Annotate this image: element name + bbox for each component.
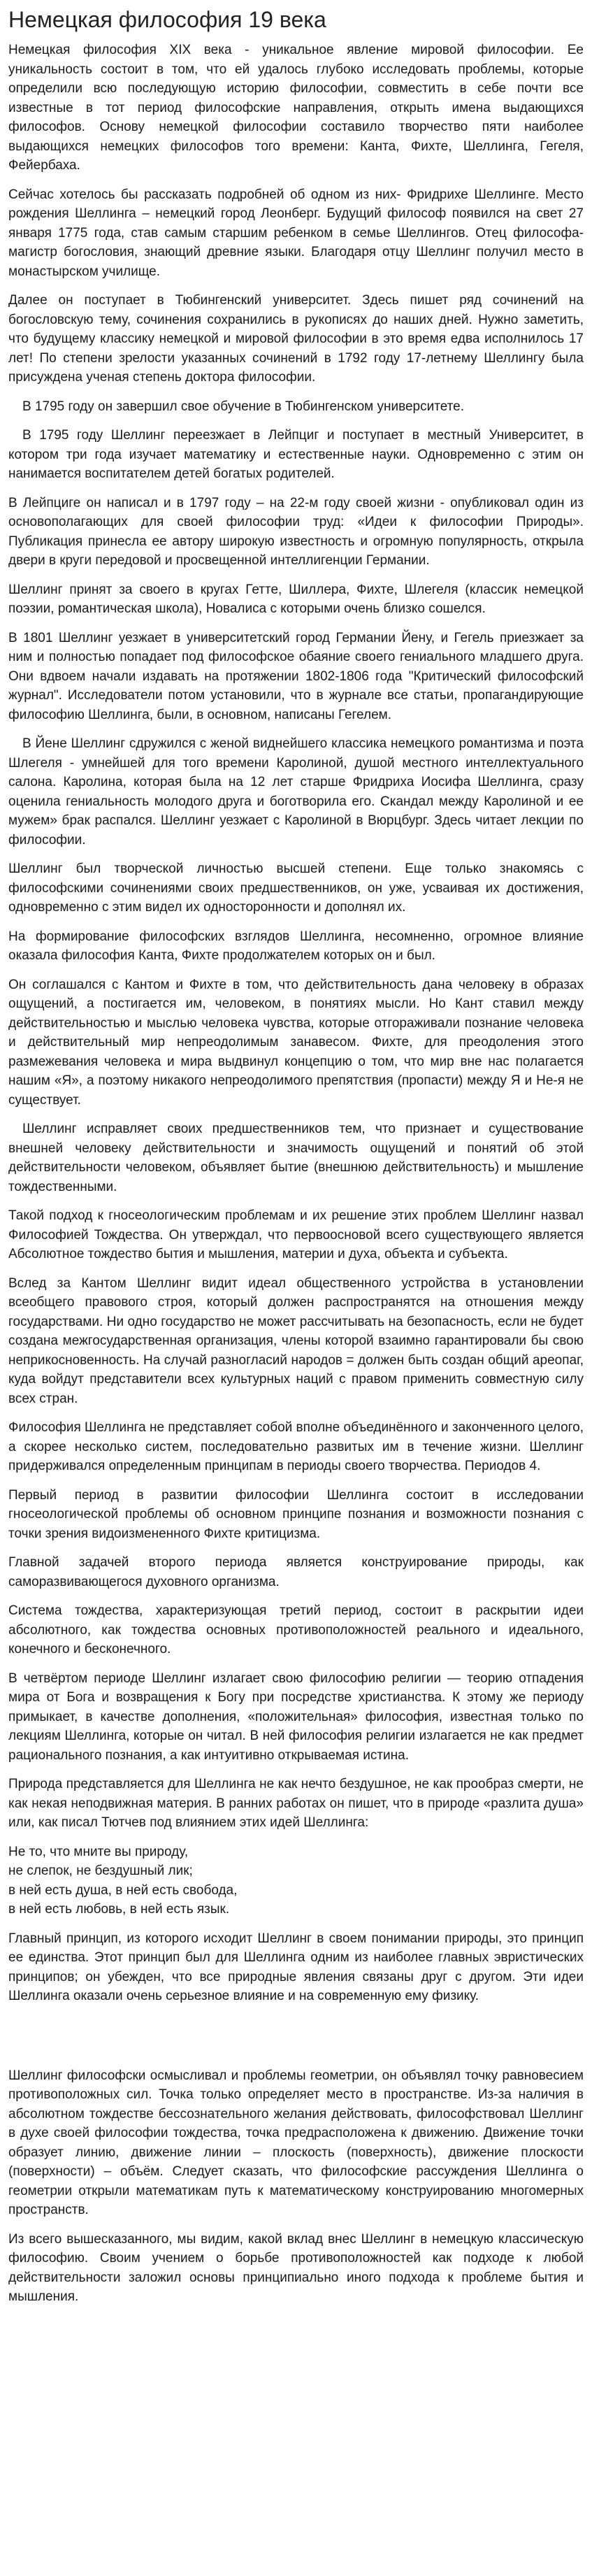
paragraph-caroline: В Йене Шеллинг сдружился с женой виднейшего классика немецкого романтизма и поэта Шлегеля - умнейшей для того времени Каролиной, душой местного интеллектуального салона. Каролина, которая была на 12 лет старше Фридриха Иосифа Шеллинга, сразу оценила гениальность молодого друга и боготворила его. Скандал между Каролиной и ее мужем» брак распался. Шеллинг уезжает с Каролиной в Вюрцбург. Здесь читает лекции по философии. xyxy=(8,736,584,847)
paragraph-period-three: Система тождества, характеризующая третий период, состоит в раскрытии идеи абсолютного, как тождества основных противоположностей реального и идеального, конечного и бесконечного. xyxy=(8,1603,584,1656)
page-title: Немецкая философия 19 века xyxy=(8,7,326,32)
paragraph-creative-personality: Шеллинг был творческой личностью высшей степени. Еще только знакомясь с философскими сочинениями своих предшественников, он уже, усваивая их достижения, одновременно с этим видел их односторонности и дополнял их. xyxy=(8,861,584,915)
paragraph-periods: Философия Шеллинга не представляет собой вполне объединённого и законченного целого, а скорее несколько систем, последовательно развитых им в течение жизни. Шеллинг придерживался определенным принципам в периоды своего творчества. Периодов 4. xyxy=(8,1420,584,1473)
poem-quote: Не то, что мните вы природу, не слепок, не бездушный лик; в ней есть душа, в ней есть свобода, в ней есть любовь, в ней есть язык. xyxy=(8,1844,238,1917)
paragraph-leipzig: В 1795 году Шеллинг переезжает в Лейпциг и поступает в местный Университет, в котором три года изучает математику и естественные науки. Одновременно с этим он нанимается воспитателем детей богатых родителей. xyxy=(8,428,584,481)
paragraph-correction: Шеллинг исправляет своих предшественников тем, что признает и существование внешней человеку действительности и значимость ощущений и понятий об этой действительности человеком, объявляет бытие (внешнюю действительность) и мышление тождественными. xyxy=(8,1122,584,1194)
paragraph-influences: На формирование философских взглядов Шеллинга, несомненно, огромное влияние оказала философия Канта, Фихте продолжателем которых он и был. xyxy=(8,929,584,963)
paragraph-jena: В 1801 Шеллинг уезжает в университетский город Германии Йену, и Гегель приезжает за ним и полностью попадает под философское обаяние своего гениального младшего друга. Они вдвоем начали издавать на протяжении 1802-1806 года "Критический философский журнал". Исследователи потом установили, что в журнале все статьи, пропагандирующие философию Шеллинга, были, в основном, написаны Гегелем. xyxy=(8,630,584,722)
paragraph-kant-fichte: Он соглашался с Кантом и Фихте в том, что действительность дана человеку в образах ощущений, а постигается им, человеком, в понятиях мысли. Но Кант ставил между действительностью и мыслью человека чувства, которые отгораживали познание человека и действительный мир непреодолимым занавесом. Фихте, для преодоления этого размежевания человека и мира выдвинул концепцию о том, что мир вне нас полагается нашим «Я», а поэтому никакого непреодолимого препятствия (пропасти) между Я и Не-я не существует. xyxy=(8,977,584,1108)
paragraph-graduation: В 1795 году он завершил свое обучение в Тюбингенском университете. xyxy=(22,399,465,414)
paragraph-period-one: Первый период в развитии философии Шеллинга состоит в исследовании гносеологической проблемы об основном принципе познания и возможности познания с точки зрения видоизмененного Фихте критицизма. xyxy=(8,1487,584,1541)
paragraph-identity-philosophy: Такой подход к гносеологическим проблемам и их решение этих проблем Шеллинг назвал Философией Тождества. Он утверждал, что первоосновой всего существующего является Абсолютное тождество бытия и мышления, материи и духа, объекта и субъекта. xyxy=(8,1208,584,1261)
paragraph-intro: Немецкая философия XIX века - уникальное явление мировой философии. Ее уникальность состоит в том, что ей удалось глубоко исследовать проблемы, которые определили всю последующую историю философии, совместить в себе почти все известные в тот период философские направления, открыть имена выдающихся философов. Основу немецкой философии составило творчество пяти наиболее выдающихся немецких философов того времени: Канта, Фихте, Шеллинга, Гегеля, Фейербаха. xyxy=(8,43,584,173)
paragraph-unity-principle: Главный принцип, из которого исходит Шеллинг в своем понимании природы, это принцип ее единства. Этот принцип был для Шеллинга одним из наиболее главных эвристических принципов; он убежден, что все природные явления связаны друг с другом. Эти идеи Шеллинга оказали очень серьезное влияние и на современную ему физику. xyxy=(8,1931,584,2003)
paragraph-conclusion: Из всего вышесказанного, мы видим, какой вклад внес Шеллинг в немецкую классическую философию. Своим учением о борьбе противоположностей как подходе к любой действительности заложил основы принципиально иного подхода к проблеме бытия и мышления. xyxy=(8,2231,584,2304)
paragraph-geometry: Шеллинг философски осмысливал и проблемы геометрии, он объявлял точку равновесием противоположных сил. Точка только определяет место в пространстве. Из-за наличия в абсолютном тождестве бессознательного желания действовать, философствовал Шеллинг в духе своей философии тождества, точка предрасположена к движению. Движение точки образует линию, движение линии – плоскость (поверхность), движение плоскости (поверхности) – объём. Следует сказать, что философские рассуждения Шеллинга о геометрии открыли математикам путь к математическому конструированию многомерных пространств. xyxy=(8,2068,584,2217)
paragraph-tubingen: Далее он поступает в Тюбингенский университет. Здесь пишет ряд сочинений на богословскую тему, сочинения сохранились в рукописях до наших дней. Нужно заметить, что будущему классику немецкой и мировой философии в это время едва исполнилось 17 лет! По степени зрелости указанных сочинений в 1792 году 17-летнему Шеллингу была присуждена ученая степень доктора философии. xyxy=(8,293,584,385)
paragraph-circles: Шеллинг принят за своего в кругах Гетте, Шиллера, Фихте, Шлегеля (классик немецкой поэзии, романтическая школа), Новалиса с которыми очень близко сошелся. xyxy=(8,582,584,616)
paragraph-nature: Природа представляется для Шеллинга не как нечто бездушное, не как прообраз смерти, не как некая неподвижная материя. В ранних работах он пишет, что в природе «разлита душа» или, как писал Тютчев под влиянием этих идей Шеллинга: xyxy=(8,1777,584,1830)
paragraph-period-two: Главной задачей второго периода является конструирование природы, как саморазвивающегося духовного организма. xyxy=(8,1555,584,1589)
section-spacer xyxy=(8,2016,584,2066)
paragraph-schelling-birth: Сейчас хотелось бы рассказать подробней об одном из них- Фридрихе Шеллинге. Место рождения Шеллинга – немецкий город Леонберг. Будущий философ появился на свет 27 января 1775 года, став самым старшим ребенком в семье Шеллингов. Отец философа- магистр богословия, знающий древние языки. Благодаря отцу Шеллинг получил место в монастырском училище. xyxy=(8,187,584,279)
paragraph-ideas-of-nature: В Лейпциге он написал и в 1797 году – на 22-м году своей жизни - опубликовал один из основополагающих для своей философии труд: «Идеи к философии Природы». Публикация принесла ее автору широкую известность и огромную популярность, открыла двери в круги передовой и просвещенной интеллигенции Германии. xyxy=(8,495,584,568)
paragraph-legal-order: Вслед за Кантом Шеллинг видит идеал общественного устройства в установлении всеобщего правового строя, который должен распространятся на отношения между государствами. Ни одно государство не может рассчитывать на безопасность, если не будет создана межгосударственная организация, члены которой взаимно гарантировали бы свою неприкосновенность. На случай разногласий народов = должен быть создан общий ареопаг, куда войдут представители всех культурных наций с правом применить совместную силу всех стран. xyxy=(8,1275,584,1406)
paragraph-period-four: В четвёртом периоде Шеллинг излагает свою философию религии — теорию отпадения мира от Бога и возвращения к Богу при посредстве христианства. К этому же периоду примыкает, в качестве дополнения, «положительная» философия, известная только по лекциям Шеллинга, которые он читал. В ней философия религии излагается не как предмет рационального познания, а как интуитивно открываемая истина. xyxy=(8,1670,584,1763)
